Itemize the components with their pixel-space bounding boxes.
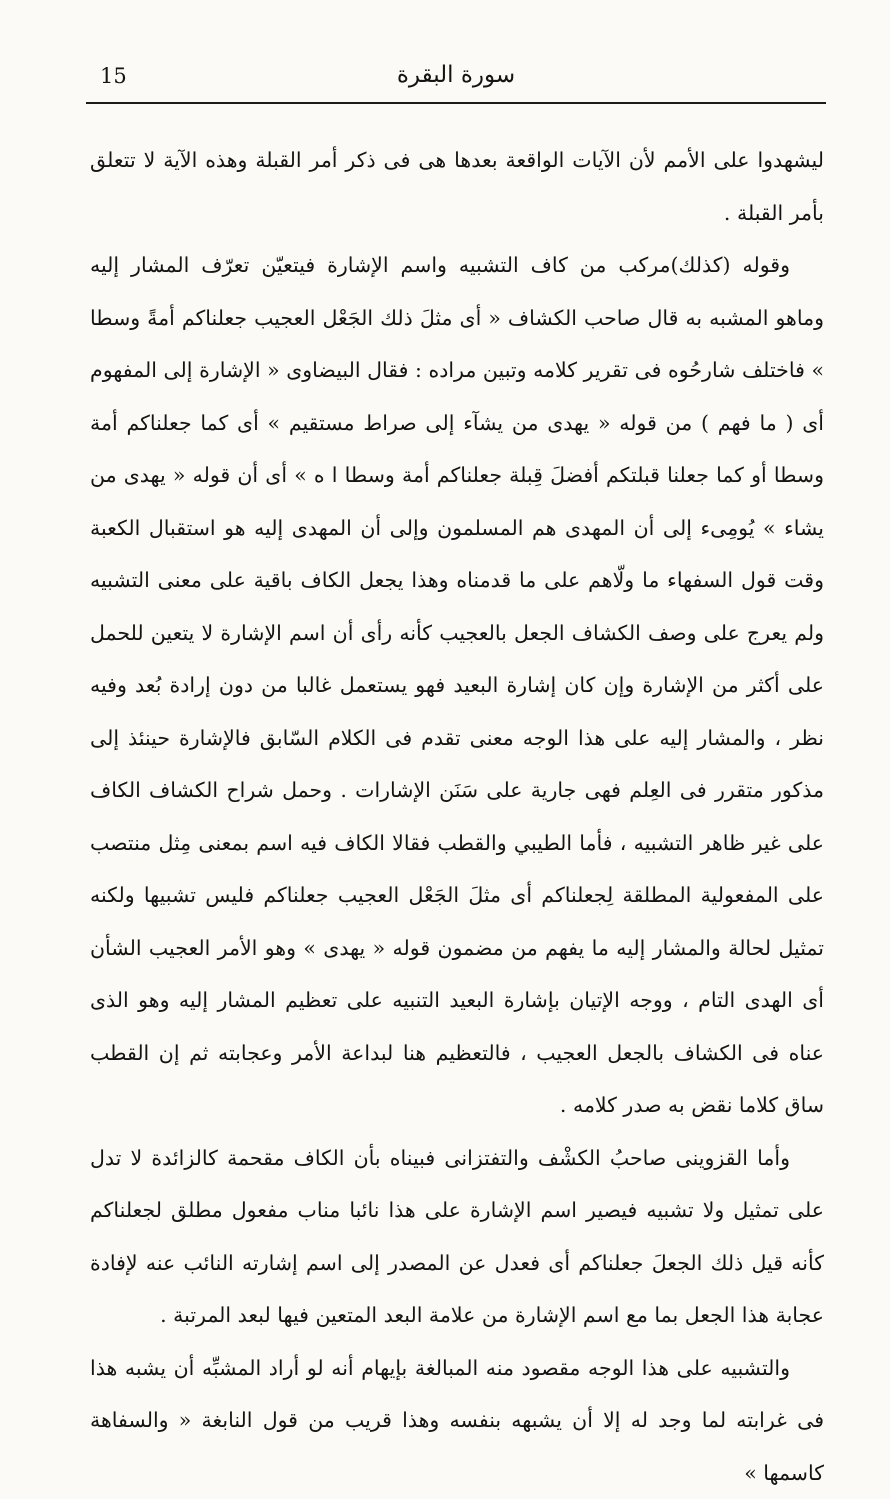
paragraph-kadhalika-commentary: وقوله (كذلك)مركب من كاف التشبيه واسم الإشارة فيتعيّن تعرّف المشار إليه وماهو المشبه به قال صاحب الكشاف « أى مثلَ ذلك الجَعْل العجيب جعلناكم أمةً وسطا » فاختلف شارحُوه فى تقرير كلامه وتبين مراده : فقال البيضاوى « الإشارة إلى المفهوم أى ( ما فهم ) من قوله « يهدى من يشآء إلى صراط مستقيم » أى كما جعلناكم أمة وسطا أو كما جعلنا قبلتكم أفضلَ قِبلة جعلناكم أمة وسطا ا ه » أى أن قوله « يهدى من يشاء » يُومِىء إلى أن المهدى هم المسلمون وإلى أن المهدى إليه هو استقبال الكعبة وقت قول السفهاء ما ولّاهم على ما قدمناه وهذا يجعل الكاف باقية على معنى التشبيه ولم يعرج على وصف الكشاف الجعل بالعجيب كأنه رأى أن اسم الإشارة لا يتعين للحمل على أكثر من الإشارة وإن كان إشارة البعيد فهو يستعمل غالبا من دون إرادة بُعد وفيه نظر ، والمشار إليه على هذا الوجه معنى تقدم فى الكلام السّابق فالإشارة حينئذ إلى مذكور متقرر فى العِلم فهى جارية على سَنَن الإشارات . وحمل شراح الكشاف الكاف على غير ظاهر التشبيه ، فأما الطيبي والقطب فقالا الكاف فيه اسم بمعنى مِثل منتصب على المفعولية المطلقة لِجعلناكم أى مثلَ الجَعْل العجيب جعلناكم فليس تشبيها ولكنه تمثيل لحالة والمشار إليه ما يفهم من مضمون قوله « يهدى » وهو الأمر العجيب الشأن أى الهدى التام ، ووجه الإتيان بإشارة البعيد التنبيه على تعظيم المشار إليه وهو الذى عناه فى الكشاف بالجعل العجيب ، فالتعظيم هنا لبداعة الأمر وعجابته ثم إن القطب ساق كلاما نقض به صدر كلامه .: [90, 239, 824, 1132]
header-rule: [86, 102, 826, 104]
paragraph-tashbih: والتشبيه على هذا الوجه مقصود منه المبالغة بإيهام أنه لو أراد المشبِّه أن يشبه هذا فى غرابته لما وجد له إلا أن يشبهه بنفسه وهذا قريب من قول النابغة « والسفاهة كاسمها »: [90, 1342, 824, 1499]
page-body: [90, 134, 824, 1499]
running-title: سورة البقرة: [86, 62, 826, 88]
page-number: 15: [100, 64, 127, 88]
page-header: [86, 58, 826, 106]
paragraph-qazwini: وأما القزوينى صاحبُ الكشْف والتفتزانى فبيناه بأن الكاف مقحمة كالزائدة لا تدل على تمثيل ولا تشبيه فيصير اسم الإشارة على هذا نائبا مناب مفعول مطلق لجعلناكم كأنه قيل ذلك الجعلَ جعلناكم أى فعدل عن المصدر إلى اسم إشارته النائب عنه لإفادة عجابة هذا الجعل بما مع اسم الإشارة من علامة البعد المتعين فيها لبعد المرتبة .: [90, 1132, 824, 1342]
paragraph-continuation: ليشهدوا على الأمم لأن الآيات الواقعة بعدها هى فى ذكر أمر القبلة وهذه الآية لا تتعلق بأمر القبلة .: [90, 134, 824, 239]
